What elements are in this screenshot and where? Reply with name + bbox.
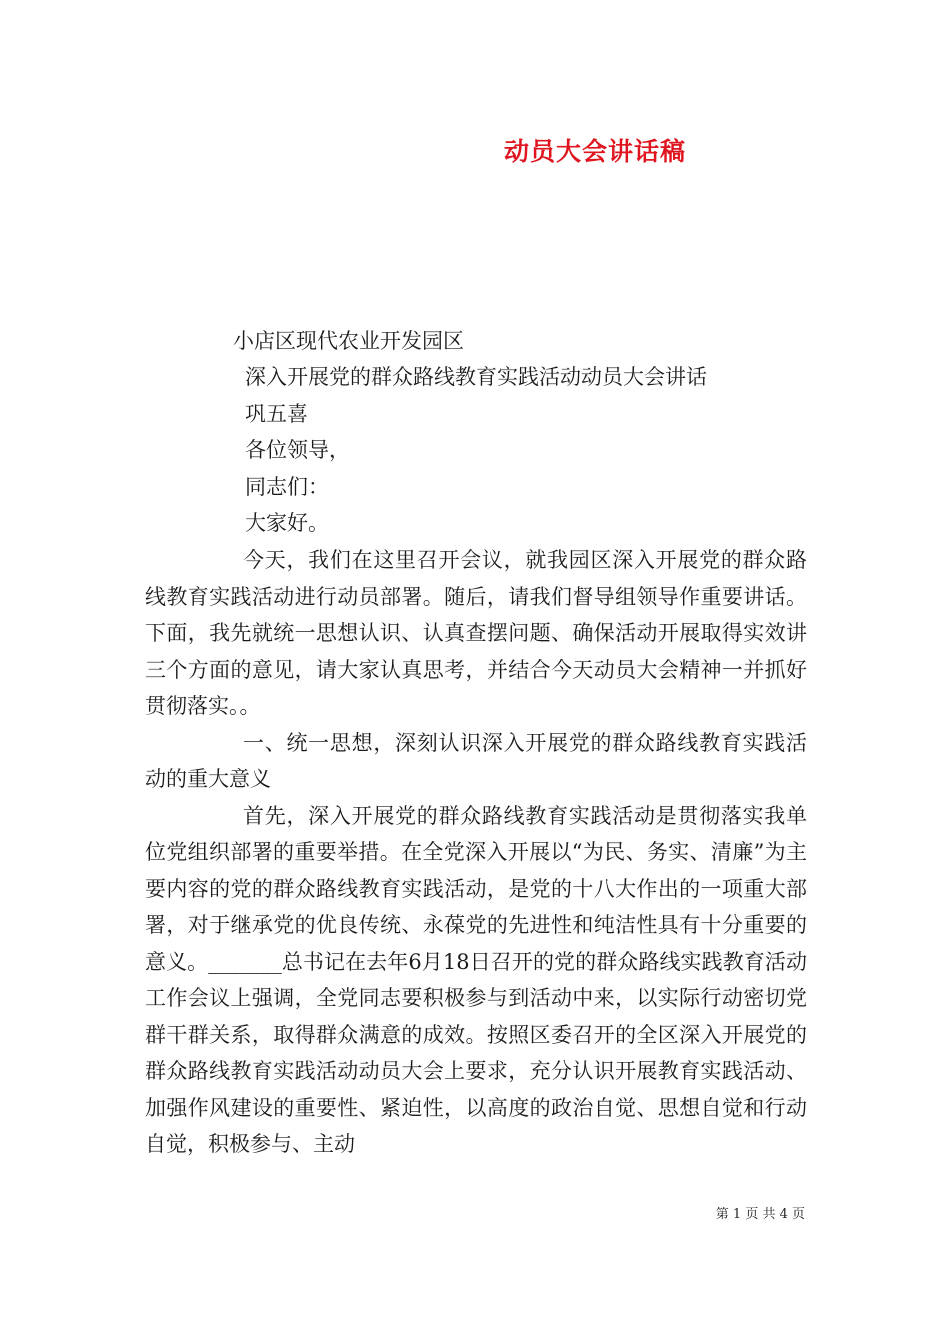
greeting-leaders: 各位领导， bbox=[245, 438, 350, 462]
page-footer: 第 1 页 共 4 页 bbox=[715, 1207, 805, 1222]
body-text bbox=[145, 542, 807, 1163]
subtitle-line: 深入开展党的群众路线教育实践活动动员大会讲话 bbox=[245, 365, 707, 389]
document-title: 动员大会讲话稿 bbox=[503, 137, 686, 166]
org-line: 小店区现代农业开发园区 bbox=[233, 329, 464, 353]
paragraph-first-point: 首先，深入开展党的群众路线教育实践活动是贯彻落实我单位党组织部署的重要举措。在全党深入开展以“为民、务实、清廉”为主要内容的党的群众路线教育实践活动，是党的十八大作出的一项重大部署，对于继承党的优良传统、永葆党的先进性和纯洁性具有十分重要的意义。_______总书记在去年6月18日召开的党的群众路线实践教育活动工作会议上强调，全党同志要积极参与到活动中来，以实际行动密切党群干群关系，取得群众满意的成效。按照区委召开的全区深入开展党的群众路线教育实践活动动员大会上要求，充分认识开展教育实践活动、加强作风建设的重要性、紧迫性，以高度的政治自觉、思想自觉和行动自觉，积极参与、主动 bbox=[145, 803, 807, 1156]
section-heading-1: 一、统一思想，深刻认识深入开展党的群众路线教育实践活动的重大意义 bbox=[145, 730, 807, 791]
greeting-comrades: 同志们： bbox=[245, 475, 329, 499]
paragraph-intro: 今天，我们在这里召开会议，就我园区深入开展党的群众路线教育实践活动进行动员部署。随后，请我们督导组领导作重要讲话。下面，我先就统一思想认识、认真查摆问题、确保活动开展取得实效讲三个方面的意见，请大家认真思考，并结合今天动员大会精神一并抓好贯彻落实。。 bbox=[145, 548, 807, 718]
greeting-everyone: 大家好。 bbox=[245, 511, 329, 535]
speaker-name: 巩五喜 bbox=[245, 402, 308, 426]
